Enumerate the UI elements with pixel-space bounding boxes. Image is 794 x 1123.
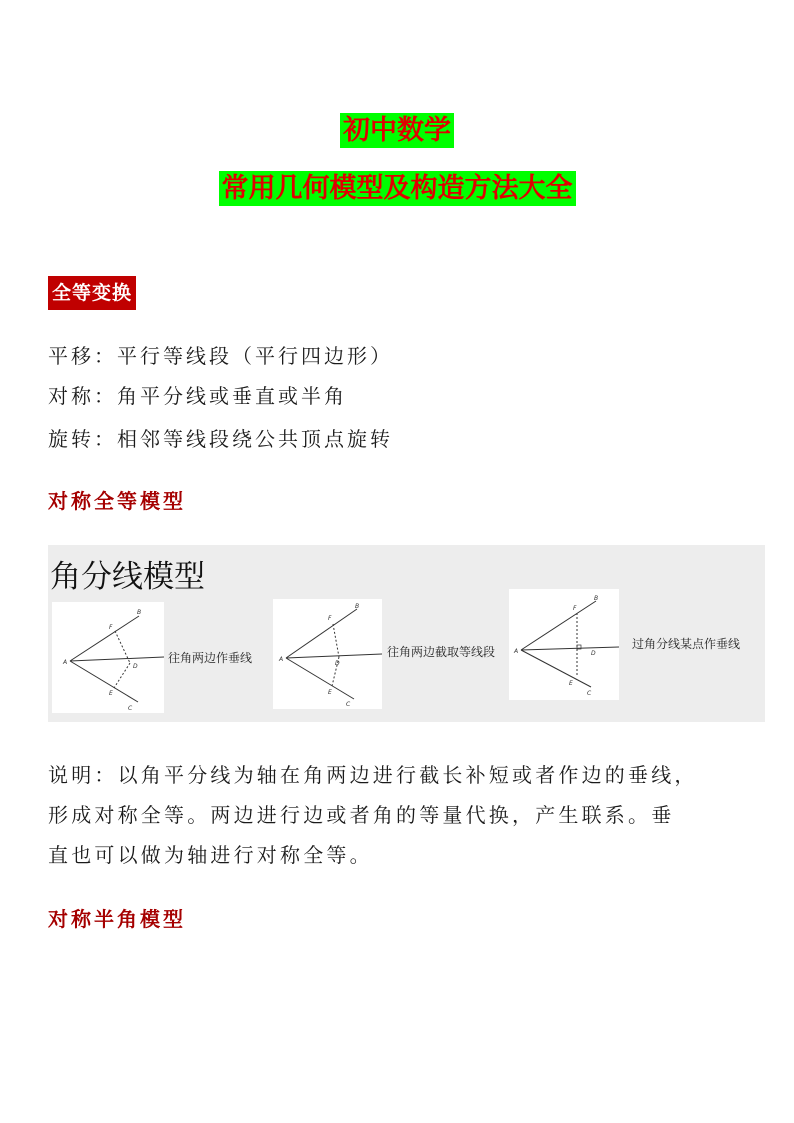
- svg-text:D: D: [133, 663, 138, 670]
- svg-text:F: F: [328, 615, 332, 622]
- svg-text:B: B: [137, 609, 142, 616]
- title-line-2: [0, 170, 794, 208]
- svg-text:C: C: [128, 705, 133, 712]
- figure-1-caption: 往角两边作垂线: [168, 651, 253, 665]
- angle-bisector-model-banner: [48, 545, 765, 722]
- banner-title: 角分线模型: [50, 559, 205, 595]
- description: [48, 755, 758, 875]
- section-heading-half-angle: 对称半角模型: [48, 907, 186, 931]
- svg-text:E: E: [109, 690, 113, 697]
- svg-text:B: B: [355, 603, 360, 610]
- figure-perpendicular-through-point: [509, 589, 619, 700]
- description-line-2: 形成对称全等。两边进行边或者角的等量代换，产生联系。垂: [48, 803, 675, 827]
- svg-text:F: F: [573, 605, 577, 612]
- svg-text:C: C: [346, 701, 351, 708]
- svg-text:A: A: [514, 648, 519, 655]
- body-line-symmetry: 对称：角平分线或垂直或半角: [48, 384, 347, 408]
- description-line-3: 直也可以做为轴进行对称全等。: [48, 843, 373, 867]
- section-heading-symmetric-congruence: 对称全等模型: [48, 489, 186, 513]
- title-text-2: 常用几何模型及构造方法大全: [219, 171, 576, 206]
- body-line-rotation: 旋转：相邻等线段绕公共顶点旋转: [48, 427, 393, 451]
- svg-text:F: F: [109, 624, 113, 631]
- svg-text:D: D: [591, 650, 596, 657]
- figure-equal-segments: [273, 599, 382, 709]
- body-line-translation: 平移：平行等线段（平行四边形）: [48, 344, 393, 368]
- description-line-1: 说明：以角平分线为轴在角两边进行截长补短或者作边的垂线，: [48, 763, 698, 787]
- figure-2-caption: 往角两边截取等线段: [387, 645, 496, 659]
- svg-text:D: D: [335, 660, 340, 667]
- svg-text:E: E: [328, 689, 332, 696]
- svg-text:A: A: [63, 659, 68, 666]
- svg-text:C: C: [587, 690, 592, 697]
- svg-text:B: B: [594, 595, 599, 602]
- title-text-1: 初中数学: [340, 113, 454, 148]
- svg-text:A: A: [279, 656, 284, 663]
- figure-3-diagram: [509, 589, 619, 700]
- figure-3-caption: 过角分线某点作垂线: [632, 637, 741, 651]
- figure-2-diagram: [273, 599, 382, 709]
- figure-perpendiculars: [52, 602, 164, 713]
- svg-text:E: E: [569, 680, 573, 687]
- title-line-1: [0, 112, 794, 150]
- section-badge: 全等变换: [48, 276, 136, 310]
- figure-1-diagram: [52, 602, 164, 713]
